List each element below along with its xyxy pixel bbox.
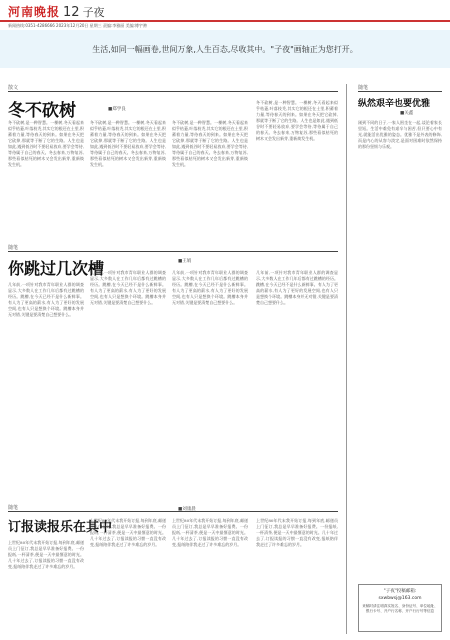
article4-tag: 随笔: [358, 85, 369, 91]
page-header: [0, 0, 450, 22]
article3-body-col4: 上世纪80年代末我开始订报,每到年底,邮递员上门征订,我总是早早准备好报费。一份报纸,一杯清茶,便是一天中最惬意的时光。几十年过去了,订报读报的习惯一直没有改变,报纸陪伴我走过了许多难忘的岁月。: [256, 518, 338, 547]
contact-title: "子夜"投稿邮箱:: [383, 589, 417, 594]
contact-box: [358, 584, 442, 632]
article2-body: 几年前,一项针对我市青年职业人群的调查显示,大多数人在工作几年后都有过跳槽的经历。跳槽,在今天已经不是什么新鲜事。有人为了更高的薪水,有人为了更好的发展空间,也有人只是想换个环境。跳槽本身并无对错,关键是要清楚自己想要什么。: [8, 282, 84, 317]
article3-body-col2: 上世纪80年代末我开始订报,每到年底,邮递员上门征订,我总是早早准备好报费。一份报纸,一杯清茶,便是一天中最惬意的时光。几十年过去了,订报读报的习惯一直没有改变,报纸陪伴我走过了许多难忘的岁月。: [90, 518, 166, 547]
article4-author: ■关鑫: [400, 111, 414, 116]
article2-title: 你跳过几次槽: [8, 259, 105, 278]
article2-body-col4: 几年前,一项针对我市青年职业人群的调查显示,大多数人在工作几年后都有过跳槽的经历。跳槽,在今天已经不是什么新鲜事。有人为了更高的薪水,有人为了更好的发展空间,也有人只是想换个环境。跳槽本身并无对错,关键是要清楚自己想要什么。: [256, 270, 338, 305]
article2-body-col2: 几年前,一项针对我市青年职业人群的调查显示,大多数人在工作几年后都有过跳槽的经历。跳槽,在今天已经不是什么新鲜事。有人为了更高的薪水,有人为了更好的发展空间,也有人只是想换个环境。跳槽本身并无对错,关键是要清楚自己想要什么。: [90, 270, 166, 305]
article1-title: 冬不砍树: [8, 101, 76, 121]
newspaper-logo: 河南晚报: [8, 5, 61, 19]
article3-author: ■刘康晨: [178, 507, 196, 512]
section-name: 子夜: [82, 6, 105, 19]
column-divider: [346, 84, 347, 634]
contact-email: sxwbwsj@163.com: [378, 596, 422, 601]
divider: [358, 91, 442, 92]
article3-title: 订报读报乐在其中: [8, 520, 113, 535]
divider: [8, 511, 338, 512]
article2-tag: 随笔: [8, 245, 19, 251]
banner-slogan: 生活,如同一幅画卷,世间万象,人生百态,尽收其中。"子夜"画轴正为您打开。: [92, 44, 358, 54]
article1-body-col2: 冬不砍树,是一种智慧。一棵树,冬天看起来似乎枯萎,叶落枝秃,其实它的根还在土里,积蓄着力量,等待春天的到来。如果在冬天把它砍掉,那就等于断了它的生路。人生也是如此,遇到低谷时不要轻易放弃,要学会等待,等待属于自己的春天。冬去春来,万物复苏,那些看似枯死的树木又会发出新芽,重新焕发生机。: [90, 120, 166, 167]
contact-note: 来稿时请注明真实姓名、身份证号、单位地址、银行卡号、开户行名称、开户行行号等信息: [362, 604, 438, 613]
article2-body-col3: 几年前,一项针对我市青年职业人群的调查显示,大多数人在工作几年后都有过跳槽的经历。跳槽,在今天已经不是什么新鲜事。有人为了更高的薪水,有人为了更好的发展空间,也有人只是想换个环境。跳槽本身并无对错,关键是要清楚自己想要什么。: [172, 270, 248, 305]
article1-body-col3: 冬不砍树,是一种智慧。一棵树,冬天看起来似乎枯萎,叶落枝秃,其实它的根还在土里,积蓄着力量,等待春天的到来。如果在冬天把它砍掉,那就等于断了它的生路。人生也是如此,遇到低谷时不要轻易放弃,要学会等待,等待属于自己的春天。冬去春来,万物复苏,那些看似枯死的树木又会发出新芽,重新焕发生机。: [172, 120, 248, 167]
article3-tag: 随笔: [8, 505, 19, 511]
article2-author: ■王娟: [178, 259, 192, 264]
article4-body: 刚到不同的日子,一家人围坐在一起,谈论着家长里短。生活中难免有艰辛与困苦,但只要心中有光,就能活出优雅的姿态。优雅不是外表的修饰,而是内心的从容与淡定,是面对困难时依然保持的那份坚韧与乐观。: [358, 120, 442, 149]
divider: [8, 251, 338, 252]
page-number: 12: [63, 5, 80, 20]
article3-body-col3: 上世纪80年代末我开始订报,每到年底,邮递员上门征订,我总是早早准备好报费。一份报纸,一杯清茶,便是一天中最惬意的时光。几十年过去了,订报读报的习惯一直没有改变,报纸陪伴我走过了许多难忘的岁月。: [172, 518, 248, 547]
banner: [0, 30, 450, 68]
article1-tag: 散文: [8, 85, 19, 91]
article1-body: 冬不砍树,是一种智慧。一棵树,冬天看起来似乎枯萎,叶落枝秃,其实它的根还在土里,积蓄着力量,等待春天的到来。如果在冬天把它砍掉,那就等于断了它的生路。人生也是如此,遇到低谷时不要轻易放弃,要学会等待,等待属于自己的春天。冬去春来,万物复苏,那些看似枯死的树木又会发出新芽,重新焕发生机。: [8, 120, 84, 167]
article4-title: 纵然艰辛也要优雅: [358, 99, 431, 109]
article1-body-col4: 冬不砍树,是一种智慧。一棵树,冬天看起来似乎枯萎,叶落枝秃,其实它的根还在土里,积蓄着力量,等待春天的到来。如果在冬天把它砍掉,那就等于断了它的生路。人生也是如此,遇到低谷时不要轻易放弃,要学会等待,等待属于自己的春天。冬去春来,万物复苏,那些看似枯死的树木又会发出新芽,重新焕发生机。: [256, 100, 338, 141]
article1-author: ■郑学良: [108, 107, 126, 112]
article3-body: 上世纪80年代末我开始订报,每到年底,邮递员上门征订,我总是早早准备好报费。一份报纸,一杯清茶,便是一天中最惬意的时光。几十年过去了,订报读报的习惯一直没有改变,报纸陪伴我走过了许多难忘的岁月。: [8, 540, 84, 569]
divider: [8, 91, 338, 92]
header-meta: 新闻热线:0351-4286666 2023年12月20日 星期三 责编:李雅丽 美编:傅宇骋: [8, 23, 147, 28]
